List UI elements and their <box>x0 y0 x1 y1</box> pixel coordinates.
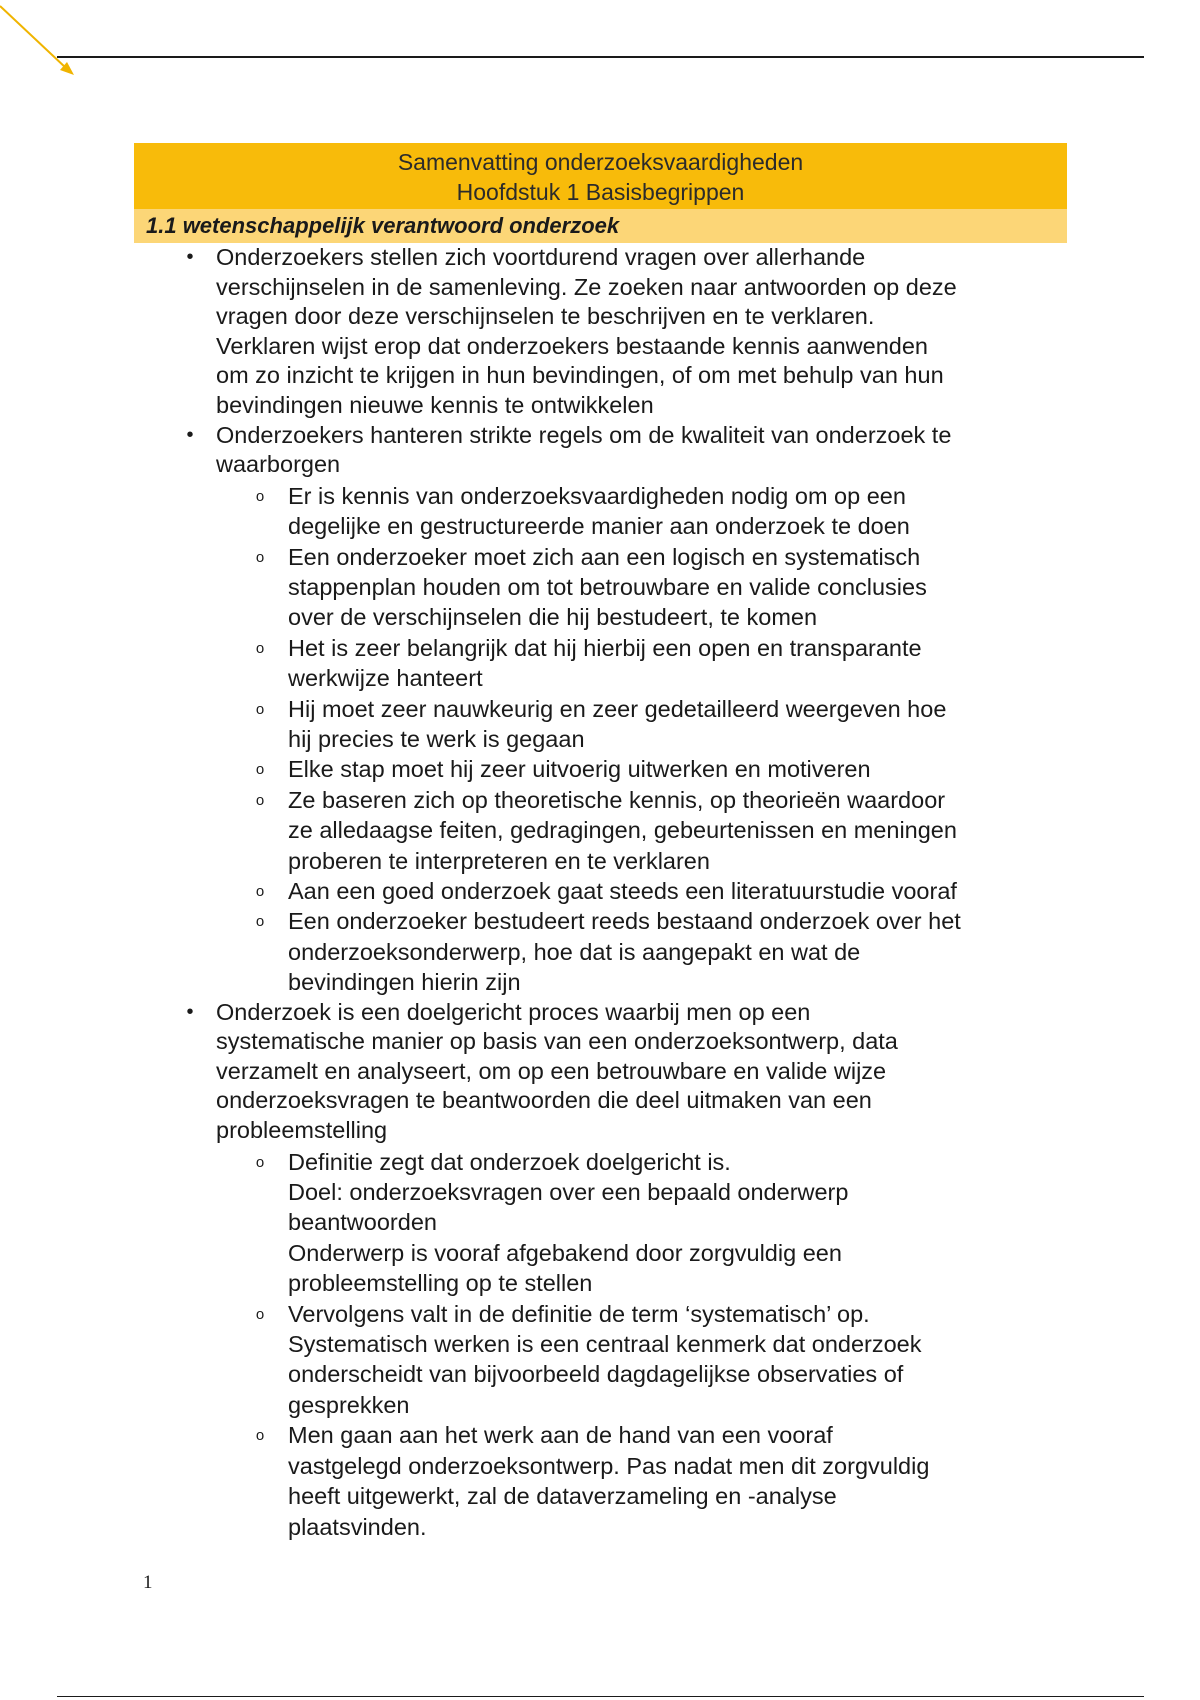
sub-bullet-list <box>216 481 1067 998</box>
text-line: degelijke en gestructureerde manier aan onderzoek te doen <box>288 513 910 540</box>
text-line: Onderzoekers stellen zich voortdurend vragen over allerhande <box>216 244 866 270</box>
text-line: onderzoeksvragen te beantwoorden die deel uitmaken van een <box>216 1087 872 1114</box>
text-line: waarborgen <box>216 451 341 478</box>
sub-list-item <box>216 785 1067 876</box>
text-line: werkwijze hanteert <box>288 665 483 692</box>
text-line: systematische manier op basis van een onderzoeksontwerp, data <box>216 1028 898 1055</box>
text-line: Elke stap moet hij zeer uitvoerig uitwerken en motiveren <box>288 756 871 783</box>
sub-bullet-icon: o <box>255 883 265 901</box>
sub-bullet-icon: o <box>255 548 265 566</box>
sub-list-item <box>216 1420 1067 1542</box>
text-line: Het is zeer belangrijk dat hij hierbij een open en transparante <box>288 634 922 661</box>
bullet-icon: • <box>186 246 194 268</box>
text-line: probleemstelling op te stellen <box>288 1270 593 1297</box>
sub-bullet-icon: o <box>255 1427 265 1445</box>
text-line: hij precies te werk is gegaan <box>288 726 585 752</box>
text-line: Een onderzoeker moet zich aan een logisch en systematisch <box>288 543 921 570</box>
text-line: Onderzoek is een doelgericht proces waarbij men op een <box>216 998 811 1025</box>
text-line: Een onderzoeker bestudeert reeds bestaand onderzoek over het <box>288 908 961 935</box>
text-line: heeft uitgewerkt, zal de dataverzameling en -analyse <box>288 1483 837 1510</box>
sub-list-item <box>216 694 1067 755</box>
sub-bullet-list <box>216 1147 1067 1542</box>
sub-list-item <box>216 542 1067 633</box>
text-line: proberen te interpreteren en te verklaren <box>288 847 710 874</box>
text-line: onderzoeksonderwerp, hoe dat is aangepakt en wat de <box>288 938 861 965</box>
text-line: Doel: onderzoeksvragen over een bepaald onderwerp <box>288 1179 849 1206</box>
document-body <box>134 143 1067 1542</box>
bullet-icon: • <box>186 423 194 446</box>
sub-bullet-icon: o <box>255 487 265 505</box>
section-heading: 1.1 wetenschappelijk verantwoord onderzoek <box>134 209 1067 243</box>
corner-arrow-icon <box>0 0 90 90</box>
sub-bullet-icon: o <box>255 1153 265 1171</box>
page-number: 1 <box>143 1572 153 1593</box>
sub-list-item <box>216 1299 1067 1421</box>
text-line: ze alledaagse feiten, gedragingen, gebeurtenissen en meningen <box>288 817 957 844</box>
chapter-title: Hoofdstuk 1 Basisbegrippen <box>456 179 745 205</box>
sub-list-item <box>216 481 1067 542</box>
sub-bullet-icon: o <box>255 761 265 779</box>
text-line: verschijnselen in de samenleving. Ze zoeken naar antwoorden op deze <box>216 273 957 300</box>
text-line: om zo inzicht te krijgen in hun bevindingen, of om met behulp van hun <box>216 362 944 389</box>
text-line: Aan een goed onderzoek gaat steeds een literatuurstudie vooraf <box>288 878 957 905</box>
sub-list-item <box>216 876 1067 906</box>
text-line: Onderzoekers hanteren strikte regels om de kwaliteit van onderzoek te <box>216 421 952 448</box>
text-line: bevindingen nieuwe kennis te ontwikkelen <box>216 391 654 418</box>
document-title: Samenvatting onderzoeksvaardigheden <box>397 149 804 175</box>
sub-bullet-icon: o <box>255 913 265 931</box>
text-line: gesprekken <box>288 1391 410 1418</box>
sub-bullet-icon: o <box>255 1305 265 1323</box>
text-line: vastgelegd onderzoeksontwerp. Pas nadat men dit zorgvuldig <box>288 1452 930 1479</box>
text-line: Hij moet zeer nauwkeurig en zeer gedetailleerd weergeven hoe <box>288 695 947 722</box>
text-line: Ze baseren zich op theoretische kennis, op theorieën waardoor <box>288 786 946 813</box>
document-title-band <box>134 143 1067 209</box>
sub-bullet-icon: o <box>255 639 265 657</box>
text-line: vragen door deze verschijnselen te beschrijven en te verklaren. <box>216 303 875 330</box>
text-line: Vervolgens valt in de definitie de term ‘systematisch’ op. <box>288 1300 870 1327</box>
sub-list-item <box>216 633 1067 694</box>
footer-rule <box>57 1696 1144 1697</box>
text-line: Onderwerp is vooraf afgebakend door zorgvuldig een <box>288 1239 842 1266</box>
text-line: stappenplan houden om tot betrouwbare en valide conclusies <box>288 573 927 600</box>
list-item <box>134 243 1067 421</box>
text-line: Er is kennis van onderzoeksvaardigheden nodig om op een <box>288 482 906 509</box>
text-line: verzamelt en analyseert, om op een betrouwbare en valide wijze <box>216 1057 887 1084</box>
sub-bullet-icon: o <box>255 791 265 809</box>
list-item <box>134 998 1067 1542</box>
text-line: probleemstelling <box>216 1117 388 1144</box>
text-line: Definitie zegt dat onderzoek doelgericht is. <box>288 1148 731 1175</box>
text-line: Verklaren wijst erop dat onderzoekers bestaande kennis aanwenden <box>216 332 928 359</box>
text-line: Men gaan aan het werk aan de hand van een vooraf <box>288 1422 833 1449</box>
text-line: Systematisch werken is een centraal kenmerk dat onderzoek <box>288 1331 922 1358</box>
text-line: over de verschijnselen die hij bestudeert, te komen <box>288 604 818 631</box>
sub-bullet-icon: o <box>255 700 265 718</box>
sub-list-item <box>216 754 1067 784</box>
text-line: onderscheidt van bijvoorbeeld dagdagelijkse observaties of <box>288 1361 904 1388</box>
text-line: plaatsvinden. <box>288 1513 427 1540</box>
main-bullet-list <box>134 243 1067 1542</box>
sub-list-item <box>216 1147 1067 1299</box>
text-line: beantwoorden <box>288 1209 437 1236</box>
text-line: bevindingen hierin zijn <box>288 969 521 996</box>
list-item <box>134 421 1067 998</box>
bullet-icon: • <box>186 1000 194 1023</box>
header-rule <box>57 56 1144 58</box>
sub-list-item <box>216 906 1067 997</box>
